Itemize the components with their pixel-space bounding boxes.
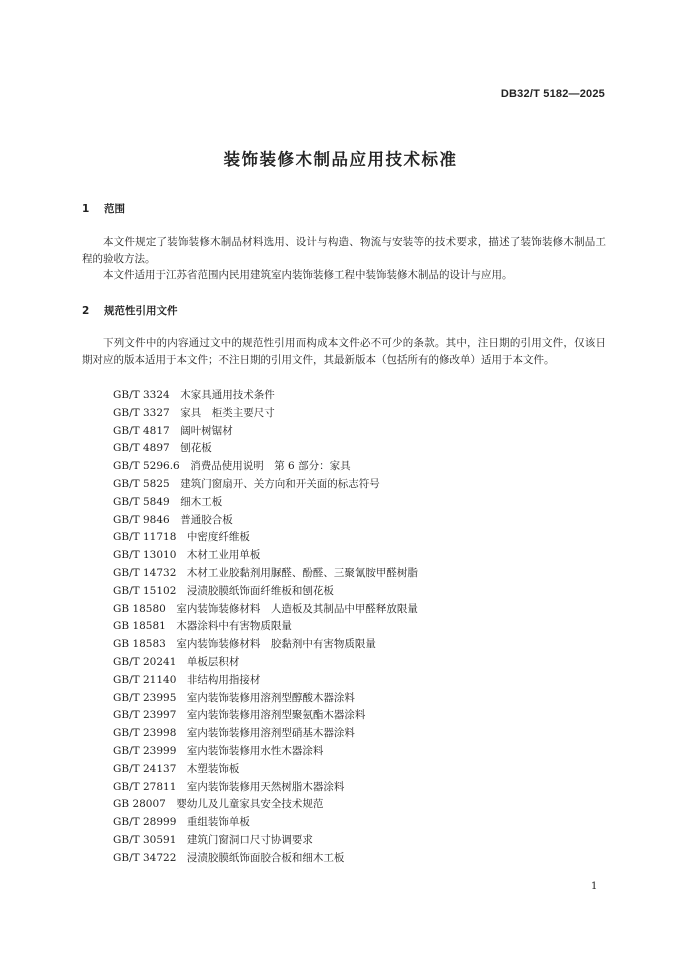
- reference-item: GB 18583 室内装饰装修材料 胶黏剂中有害物质限量: [113, 638, 376, 651]
- reference-item: GB/T 23999 室内装饰装修用水性木器涂料: [113, 745, 324, 757]
- reference-item: GB/T 13010 木材工业用单板: [113, 549, 261, 562]
- reference-item: GB/T 11718 中密度纤维板: [113, 531, 250, 544]
- section-1-title: 范围: [104, 203, 125, 215]
- reference-item: GB/T 23997 室内装饰装修用溶剂型聚氨酯木器涂料: [113, 709, 366, 722]
- reference-item: GB 18580 室内装饰装修材料 人造板及其制品中甲醛释放限量: [113, 602, 418, 615]
- reference-item: GB/T 5296.6 消费品使用说明 第 6 部分：家具: [113, 460, 351, 473]
- reference-item: GB/T 15102 浸渍胶膜纸饰面纤维板和刨花板: [113, 584, 334, 597]
- reference-item: GB/T 30591 建筑门窗洞口尺寸协调要求: [113, 834, 313, 846]
- reference-item: GB/T 5825 建筑门窗扇开、关方向和开关面的标志符号: [113, 478, 380, 490]
- section-1-number: 1: [82, 203, 90, 215]
- reference-item: GB/T 21140 非结构用指接材: [113, 673, 261, 686]
- section-2-intro: 下列文件中的内容通过文中的规范性引用而构成本文件必不可少的条款。其中，注日期的引用文件，仅该日期对应的版本适用于本文件；不注日期的引用文件，其最新版本（包括所有的修改单）适用于本文件。: [82, 337, 606, 366]
- standard-code: DB32/T 5182—2025: [500, 88, 605, 100]
- page-number: 1: [591, 881, 598, 892]
- reference-item: GB/T 9846 普通胶合板: [113, 513, 233, 526]
- document-title: 装饰装修木制品应用技术标准: [223, 150, 458, 169]
- section-2-number: 2: [82, 305, 90, 317]
- reference-item: GB/T 20241 单板层积材: [113, 656, 240, 668]
- section-1-heading: [82, 201, 125, 216]
- section-1-paragraph-2: 本文件适用于江苏省范围内民用建筑室内装饰装修工程中装饰装修木制品的设计与应用。: [103, 269, 513, 281]
- reference-item: GB/T 34722 浸渍胶膜纸饰面胶合板和细木工板: [113, 851, 345, 864]
- reference-item: GB/T 3324 木家具通用技术条件: [113, 389, 275, 401]
- reference-item: GB/T 5849 细木工板: [113, 495, 223, 508]
- reference-item: GB/T 28999 重组装饰单板: [113, 816, 250, 829]
- section-2-heading: [82, 303, 178, 318]
- reference-item: GB/T 3327 家具 柜类主要尺寸: [113, 406, 275, 419]
- section-2-title: 规范性引用文件: [104, 305, 178, 317]
- reference-item: GB/T 23995 室内装饰装修用溶剂型醇酸木器涂料: [113, 691, 355, 704]
- reference-item: GB/T 4897 刨花板: [113, 442, 212, 455]
- reference-item: GB/T 27811 室内装饰装修用天然树脂木器涂料: [113, 780, 345, 793]
- reference-item: GB 18581 木器涂料中有害物质限量: [113, 620, 292, 633]
- reference-item: GB/T 14732 木材工业胶黏剂用脲醛、酚醛、三聚氰胺甲醛树脂: [113, 567, 418, 579]
- reference-item: GB/T 4817 阔叶树锯材: [113, 424, 233, 437]
- section-1-paragraph-1: 本文件规定了装饰装修木制品材料选用、设计与构造、物流与安装等的技术要求，描述了装饰装修木制品工程的验收方法。: [82, 236, 606, 265]
- reference-item: GB/T 23998 室内装饰装修用溶剂型硝基木器涂料: [113, 727, 355, 740]
- reference-item: GB/T 24137 木塑装饰板: [113, 762, 240, 775]
- reference-item: GB 28007 婴幼儿及儿童家具安全技术规范: [113, 798, 324, 811]
